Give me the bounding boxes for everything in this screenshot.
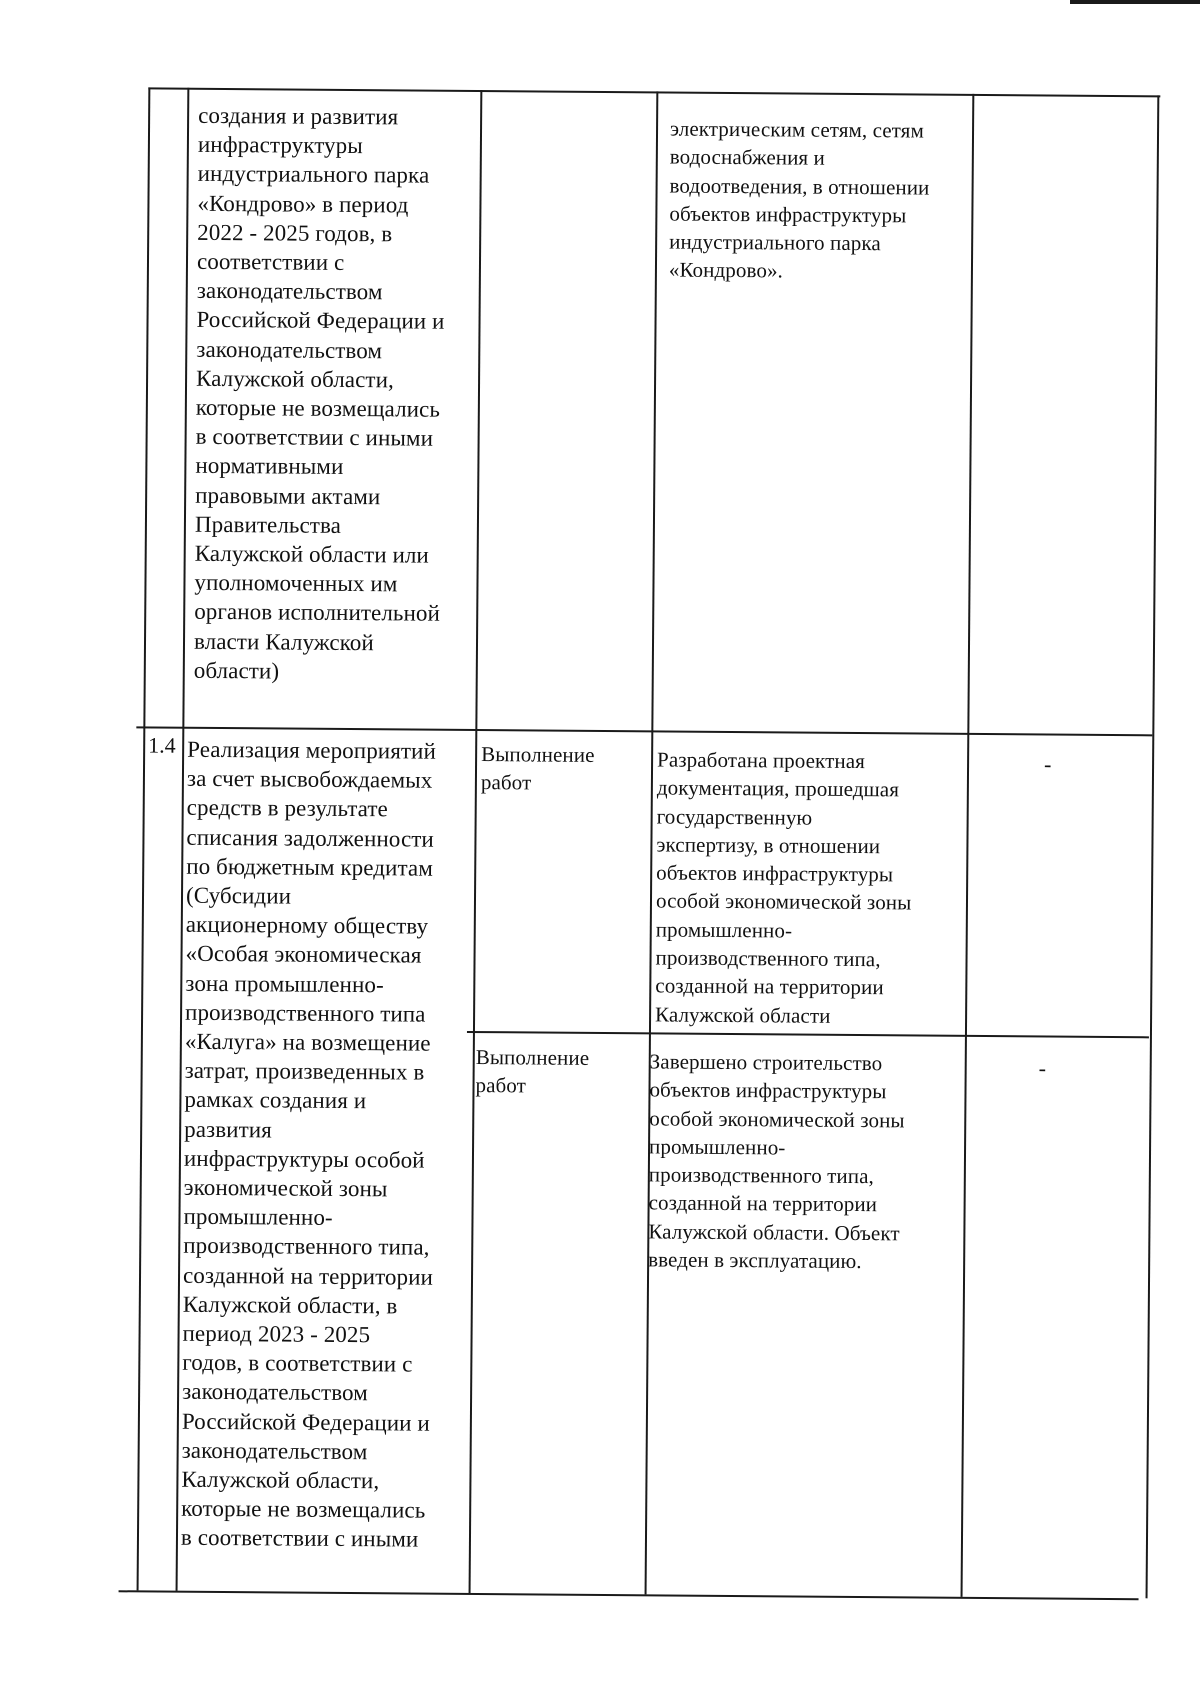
col-border-right [1146, 95, 1160, 1598]
subrow-divider [467, 1031, 1149, 1038]
prev-row-event-text: создания и развития инфраструктуры индустриального парка «Кондрово» в период 2022 - 2025 годов, в соответствии с законодательством Российской Федерации и законодательством Калужской области, которые не возмещались в соответствии с иными нормативными правовыми актами Правительства Калужской области или уполномоченных им органов исполнительной власти Калужской области) [193, 102, 445, 684]
subrow-2-result-text: Завершено строительство объектов инфраструктуры особой экономической зоны промышленно- производственного типа, созданной на территории Калужской области. Объект введен в эксплуатацию. [648, 1049, 905, 1274]
prev-row-result-text: электрическим сетям, сетям водоснабжения и водоотведения, в отношении объектов инфраструктуры индустриального парка «Кондрово». [668, 116, 930, 283]
subrow-1-result-text: Разработана проектная документация, прошедшая государственную экспертизу, в отношении объектов инфраструктуры особой экономической зоны промышленно- производственного типа, созданной на территории Калужской области [655, 747, 912, 1028]
subrow-2-last-col-value: - [1038, 1055, 1047, 1081]
table-top-border [148, 87, 1160, 97]
col-border-left [137, 87, 151, 1590]
row-1-4-event-text: Реализация мероприятий за счет высвобождаемых средств в результате списания задолженности по бюджетным кредитам (Субсидии акционерному обществу «Особая экономическая зона промышленно- производственного типа «Калуга» на возмещение затрат, произведенных в рамках создания и развития инфраструктуры особой экономической зоны промышленно- производственного типа, созданной на территории Калужской области, в период 2023 - 2025 годов, в соответствии с законодательством Российской Федерации и законодательством Калужской области, которые не возмещались в соответствии с иными [180, 736, 437, 1553]
col-border-result [961, 94, 975, 1597]
table-bottom-border [119, 1590, 1139, 1600]
col-border-event [469, 90, 483, 1593]
subrow-1-last-col-value: - [1043, 751, 1052, 777]
subrow-2-type-text: Выполнение работ [475, 1045, 590, 1098]
row-number-1-4: 1.4 [148, 732, 176, 758]
subrow-1-type-text: Выполнение работ [480, 742, 595, 795]
